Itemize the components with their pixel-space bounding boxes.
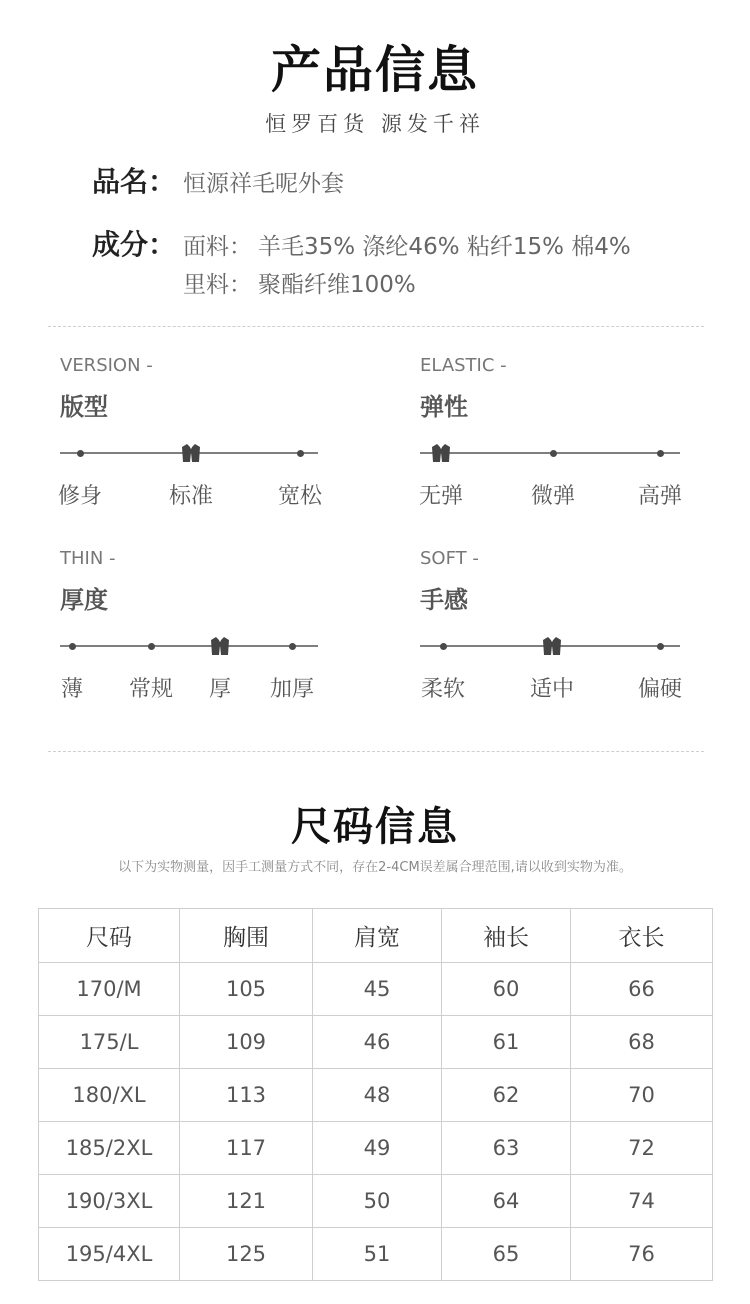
scale-tick-label: 适中 [529,677,575,702]
scale-dot [77,450,84,457]
cell-size: 190/3XL [39,1175,180,1228]
lining-value: 聚酯纤维100% [258,272,416,298]
cell-shoulder: 45 [313,963,442,1016]
divider [48,326,704,327]
cell-chest: 109 [180,1016,313,1069]
size-table [38,908,713,1281]
attribute-cn-label: 弹性 [420,393,468,421]
cell-chest: 105 [180,963,313,1016]
cell-size: 185/2XL [39,1122,180,1175]
table-row [39,1175,713,1228]
cell-shoulder: 50 [313,1175,442,1228]
cell-sleeve: 62 [442,1069,571,1122]
attribute-version [57,355,323,515]
cell-sleeve: 61 [442,1016,571,1069]
fabric-value: 羊毛35% 涤纶46% 粘纤15% 棉4% [258,234,631,260]
lining-label: 里料： [183,272,252,298]
header-shoulder: 肩宽 [313,909,442,963]
table-row [39,1228,713,1281]
cell-shoulder: 48 [313,1069,442,1122]
product-name-label: 品名： [92,165,177,198]
scale-tick-label: 偏硬 [637,677,683,702]
brand-subtitle: 恒罗百货 源发千祥 [265,112,485,136]
cell-shoulder: 46 [313,1016,442,1069]
composition-label: 成分： [92,228,177,261]
cell-chest: 117 [180,1122,313,1175]
scale-tick-label: 加厚 [269,677,315,702]
cell-length: 76 [571,1228,713,1281]
product-name-value: 恒源祥毛呢外套 [183,171,344,197]
cell-chest: 121 [180,1175,313,1228]
scale-tick-label: 薄 [60,677,84,702]
page-title: 产品信息 [271,41,479,99]
cell-sleeve: 63 [442,1122,571,1175]
attribute-cn-label: 版型 [60,393,108,421]
header-size: 尺码 [39,909,180,963]
scale-tick-label: 修身 [57,484,103,509]
jacket-icon [431,443,451,463]
jacket-icon [181,443,201,463]
scale-tick-label: 标准 [168,484,214,509]
attribute-en-label: SOFT - [420,548,479,569]
attribute-cn-label: 手感 [420,586,468,614]
cell-length: 66 [571,963,713,1016]
scale-dot [440,643,447,650]
table-row [39,1016,713,1069]
cell-length: 68 [571,1016,713,1069]
cell-sleeve: 65 [442,1228,571,1281]
divider [48,751,704,752]
scale-dot [297,450,304,457]
table-row [39,1069,713,1122]
fabric-label: 面料： [183,234,252,260]
scale-tick-label: 微弹 [530,484,576,509]
header-chest: 胸围 [180,909,313,963]
table-header-row [39,909,713,963]
scale-tick-label: 柔软 [420,677,466,702]
cell-sleeve: 64 [442,1175,571,1228]
scale-line [60,645,318,647]
header-length: 衣长 [571,909,713,963]
cell-chest: 113 [180,1069,313,1122]
attribute-elastic [418,355,683,515]
attribute-softness [420,548,683,708]
scale-dot [657,450,664,457]
cell-size: 180/XL [39,1069,180,1122]
attribute-en-label: ELASTIC - [420,355,507,376]
attribute-thickness [60,548,318,708]
cell-size: 195/4XL [39,1228,180,1281]
table-row [39,1122,713,1175]
attribute-en-label: THIN - [60,548,116,569]
jacket-icon [542,636,562,656]
scale-dot [148,643,155,650]
attribute-cn-label: 厚度 [60,586,108,614]
size-section-title: 尺码信息 [291,804,459,850]
scale-tick-label: 宽松 [277,484,323,509]
scale-tick-label: 常规 [128,677,174,702]
scale-dot [289,643,296,650]
attribute-en-label: VERSION - [60,355,153,376]
cell-chest: 125 [180,1228,313,1281]
scale-dot [550,450,557,457]
cell-length: 74 [571,1175,713,1228]
scale-tick-label: 无弹 [418,484,464,509]
measurement-note: 以下为实物测量，因手工测量方式不同，存在2-4CM误差属合理范围,请以收到实物为准。 [118,860,632,875]
scale-tick-label: 厚 [208,677,232,702]
scale-dot [69,643,76,650]
cell-size: 175/L [39,1016,180,1069]
cell-length: 72 [571,1122,713,1175]
scale-dot [657,643,664,650]
table-row [39,963,713,1016]
cell-sleeve: 60 [442,963,571,1016]
cell-size: 170/M [39,963,180,1016]
scale-tick-label: 高弹 [637,484,683,509]
cell-shoulder: 49 [313,1122,442,1175]
header-sleeve: 袖长 [442,909,571,963]
jacket-icon [210,636,230,656]
cell-shoulder: 51 [313,1228,442,1281]
cell-length: 70 [571,1069,713,1122]
